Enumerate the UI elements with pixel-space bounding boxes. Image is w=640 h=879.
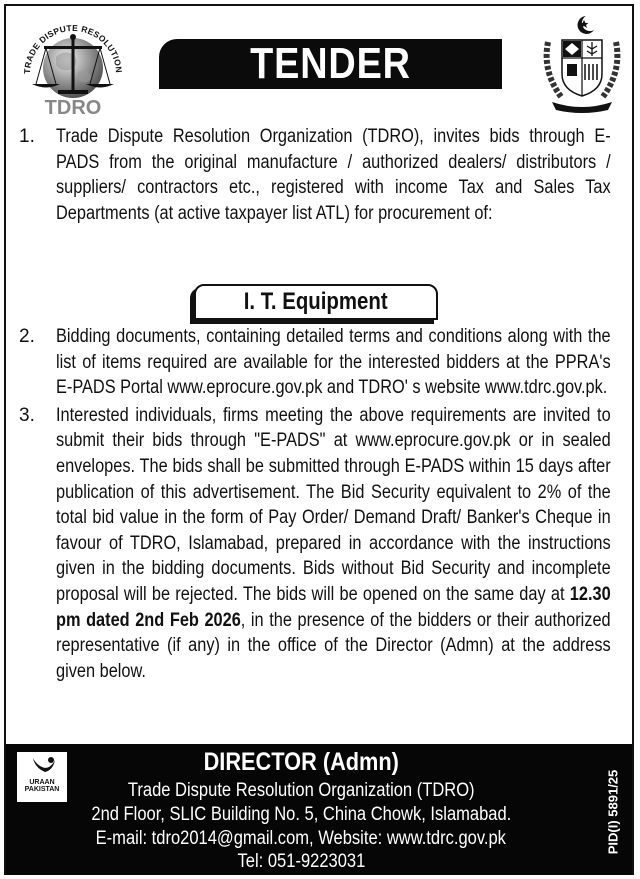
paragraph-1 [6, 124, 632, 226]
notice-body-continued [6, 324, 632, 684]
address-text: 2nd Floor, SLIC Building No. 5, China Chowk, Islamabad. [91, 804, 511, 825]
pid-number [600, 756, 626, 868]
uraan-line1: URAAN [29, 779, 55, 786]
telephone [6, 851, 596, 873]
paragraph-3-text [56, 403, 611, 685]
paragraph-number: 1. [19, 126, 35, 147]
logo-abbr: TDRO [44, 97, 102, 116]
state-emblem-icon [534, 12, 630, 116]
paragraph-text [56, 403, 612, 685]
contact-footer [6, 744, 632, 875]
logo-ring-text: TRADE DISPUTE RESOLUTION [21, 22, 125, 75]
paragraph-3 [6, 403, 632, 685]
paragraph-2-text: Bidding documents, containing detailed terms and conditions along with the list of items required are available for the interested bidders at the PPRA's E-PADS Portal www.eprocure.gov.pk and TDRO' s website www.tdrc.gov.pk. [56, 326, 611, 399]
title-text: TENDER NOTICE [250, 39, 411, 138]
procurement-item-box [194, 284, 444, 320]
uraan-line2: PAKISTAN [24, 786, 60, 793]
page-title [159, 39, 502, 138]
government-emblem-logo [534, 12, 630, 116]
contact-text: E-mail: tdro2014@gmail.com, Website: www.tdrc.gov.pk [95, 828, 507, 849]
paragraph-text [56, 324, 612, 401]
tender-notice-frame [4, 4, 634, 875]
paragraph-text [56, 124, 612, 226]
tdro-logo [16, 12, 126, 116]
director-title-text: DIRECTOR (Admn) [203, 748, 399, 776]
paragraph-3-text-a: Interested individuals, firms meeting the above requirements are invited to submit their bids through "E-PADS" at www.eprocure.gov.pk or in sealed envelopes. The bids shall be submitted through E-PADS within 15 days after publication of this advertisement. The Bid Security equivalent to 2% of the total bid value in the form of Pay Order/ Demand Draft/ Banker's Cheque in favour of TDRO, Islamabad, prepared in accordance with the instructions given in the bidding documents. Bids without Bid Security and incomplete proposal will be rejected. The bids will be opened on the same day at [56, 404, 611, 605]
address [6, 804, 596, 826]
paragraph-number: 2. [19, 326, 35, 347]
scales-globe-icon [16, 12, 126, 116]
director-title [6, 748, 596, 777]
paragraph-number: 3. [19, 404, 35, 426]
notice-body [6, 116, 632, 226]
procurement-item-text: I. T. Equipment [244, 288, 388, 315]
pid-text: PID(I) 5891/25 [605, 769, 621, 855]
paragraph-1-text: Trade Dispute Resolution Organization (TDRO), invites bids through E-PADS from the original manufacture / authorized dealers/ distributors / suppliers/ contractors etc., registered with income Tax and Sales Tax Departments (at active taxpayer list ATL) for procurement of: [56, 126, 611, 224]
header [6, 6, 632, 138]
paragraph-2 [6, 324, 632, 401]
contact-info [6, 828, 596, 850]
paragraph-3-text-b: , in the presence of the bidders or their authorized representative (if any) in the office of the Director (Admn) at the address given below. [56, 609, 611, 682]
procurement-item [194, 284, 438, 320]
organization-text: Trade Dispute Resolution Organization (TDRO) [127, 780, 475, 801]
organization-name [6, 780, 596, 802]
telephone-text: Tel: 051-9223031 [237, 851, 365, 872]
opening-date: 12.30 pm dated 2nd Feb 2026 [56, 583, 611, 631]
